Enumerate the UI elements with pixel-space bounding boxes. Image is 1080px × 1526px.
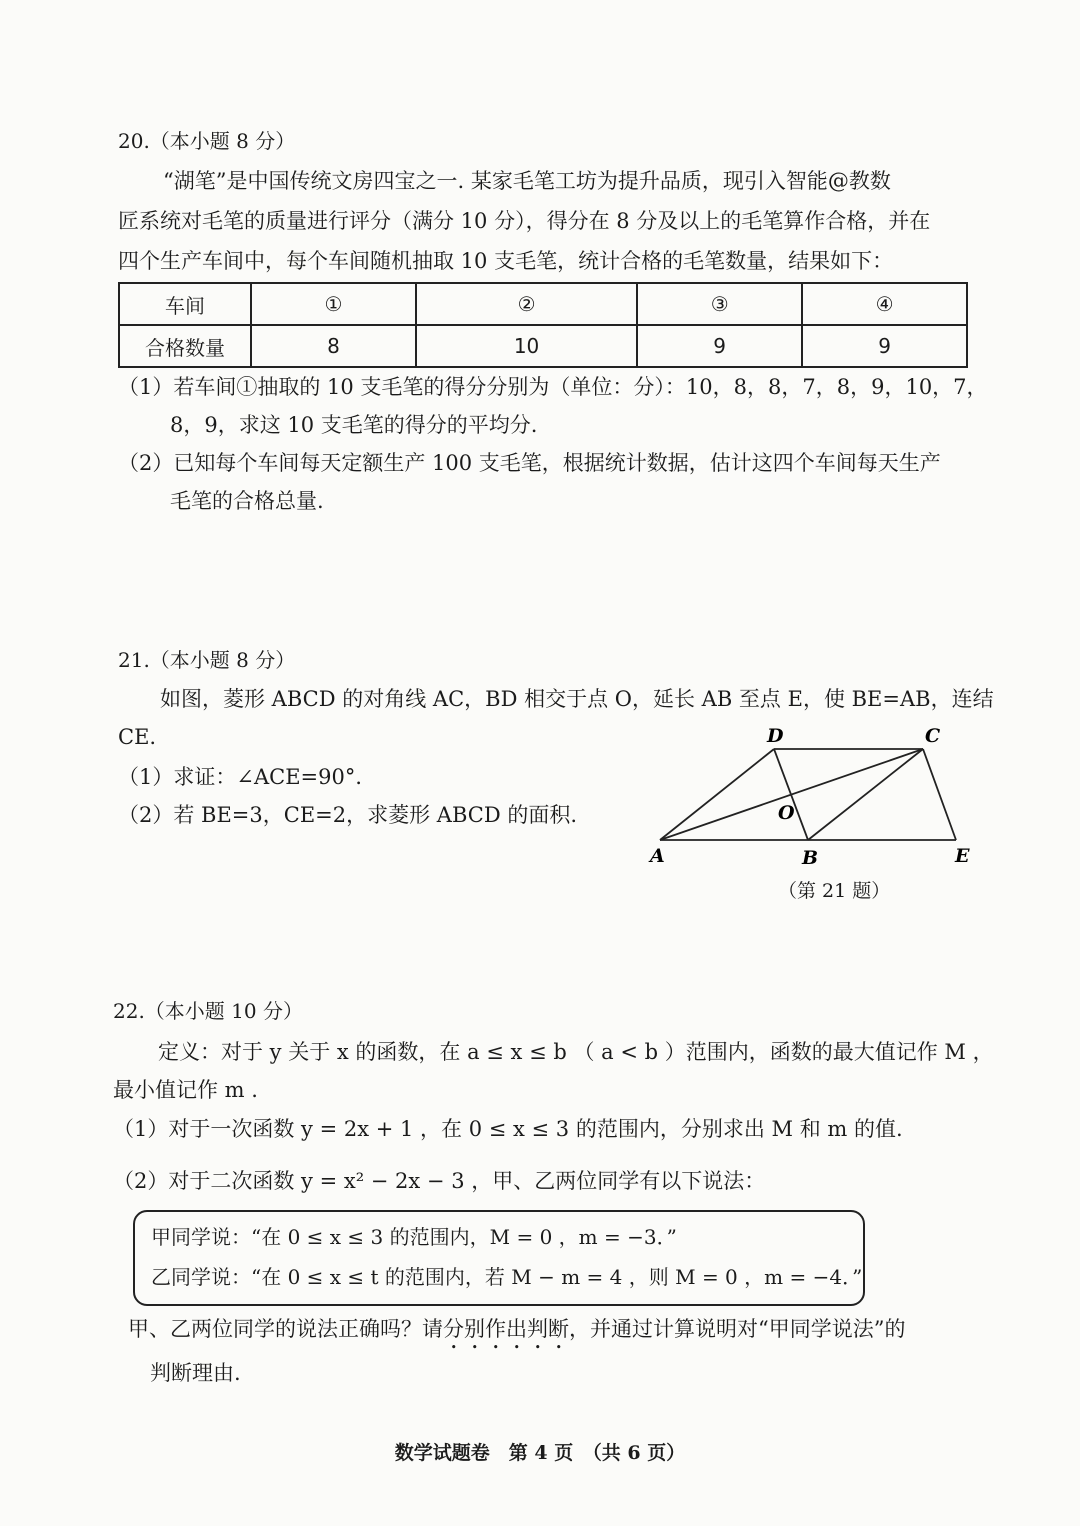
- q20-sub2-line-2: 毛笔的合格总量.: [170, 489, 324, 513]
- table-header-cell: ②: [416, 283, 637, 325]
- table-header-cell: ④: [802, 283, 967, 325]
- q22-sub2: （2）对于二次函数 y = x² − 2x − 3 ，甲、乙两位同学有以下说法：: [113, 1169, 766, 1193]
- table-cell: 8: [251, 325, 416, 367]
- table-row: [119, 325, 967, 367]
- q22-question-line-2: 判断理由.: [150, 1361, 241, 1385]
- label-o: O: [778, 802, 795, 824]
- q22-sub1: （1）对于一次函数 y = 2x + 1 ，在 0 ≤ x ≤ 3 的范围内，分别求出 M 和 m 的值.: [113, 1117, 903, 1141]
- q22-heading: 22.（本小题 10 分）: [113, 999, 303, 1023]
- segment-ce: [923, 749, 956, 840]
- q20-data-table: [118, 282, 968, 368]
- label-e: E: [955, 845, 970, 867]
- table-header-cell: ①: [251, 283, 416, 325]
- statement-yi: 乙同学说：“在 0 ≤ x ≤ t 的范围内，若 M − m = 4 ，则 M = 0 ，m = −4．”: [151, 1265, 863, 1289]
- table-row: [119, 283, 967, 325]
- question-text: ，并通过计算说明对“甲同学说法”的: [569, 1317, 906, 1341]
- table-cell: 合格数量: [119, 325, 251, 367]
- emphasized-text: 分别作出判断: [443, 1317, 569, 1341]
- diagonal-bd: [774, 749, 808, 840]
- label-d: D: [767, 725, 784, 747]
- q21-sub2: （2）若 BE=3，CE=2，求菱形 ABCD 的面积.: [118, 803, 578, 827]
- segment-cb: [808, 749, 923, 840]
- label-c: C: [925, 725, 941, 747]
- figure-caption: （第 21 题）: [778, 880, 891, 902]
- q22-question-line-1: [128, 1314, 905, 1354]
- table-header-cell: ③: [637, 283, 802, 325]
- q21-heading: 21.（本小题 8 分）: [118, 648, 296, 672]
- q20-text-line-2: 匠系统对毛笔的质量进行评分（满分 10 分），得分在 8 分及以上的毛笔算作合格，并在: [118, 209, 931, 233]
- q20-sub1-line-2: 8，9，求这 10 支毛笔的得分的平均分.: [170, 413, 538, 437]
- segment-ad: [660, 749, 774, 840]
- label-b: B: [802, 847, 819, 869]
- table-cell: 9: [802, 325, 967, 367]
- q20-text-line-1: “湖笔”是中国传统文房四宝之一. 某家毛笔工坊为提升品质，现引入智能@教数: [163, 169, 891, 193]
- q20-text-line-3: 四个生产车间中，每个车间随机抽取 10 支毛笔，统计合格的毛笔数量，结果如下：: [118, 249, 894, 273]
- q22-text-line-2: 最小值记作 m .: [113, 1078, 258, 1102]
- q21-text-line-1: 如图，菱形 ABCD 的对角线 AC，BD 相交于点 O，延长 AB 至点 E，使 BE=AB，连结: [160, 687, 994, 711]
- table-header-cell: 车间: [119, 283, 251, 325]
- q20-sub1-line-1: （1）若车间①抽取的 10 支毛笔的得分分别为（单位：分）：10，8，8，7，8，9，10，7，: [118, 375, 988, 399]
- rhombus-figure: [640, 722, 980, 872]
- table-cell: 10: [416, 325, 637, 367]
- q20-heading: 20.（本小题 8 分）: [118, 129, 296, 153]
- q21-text-line-2: CE.: [118, 725, 157, 749]
- table-cell: 9: [637, 325, 802, 367]
- label-a: A: [650, 845, 665, 867]
- q21-sub1: （1）求证：∠ACE=90°．: [118, 765, 377, 789]
- statement-jia: 甲同学说：“在 0 ≤ x ≤ 3 的范围内，M = 0 ，m = −3．”: [151, 1225, 677, 1249]
- page-footer: 数学试题卷 第 4 页 （共 6 页）: [394, 1442, 686, 1464]
- q20-sub2-line-1: （2）已知每个车间每天定额生产 100 支毛笔，根据统计数据，估计这四个车间每天生产: [118, 451, 941, 475]
- question-text: 甲、乙两位同学的说法正确吗？请: [128, 1317, 443, 1341]
- q22-text-line-1: 定义：对于 y 关于 x 的函数，在 a ≤ x ≤ b （ a < b ）范围内，函数的最大值记作 M ，: [158, 1040, 994, 1064]
- statements-box: [133, 1210, 865, 1306]
